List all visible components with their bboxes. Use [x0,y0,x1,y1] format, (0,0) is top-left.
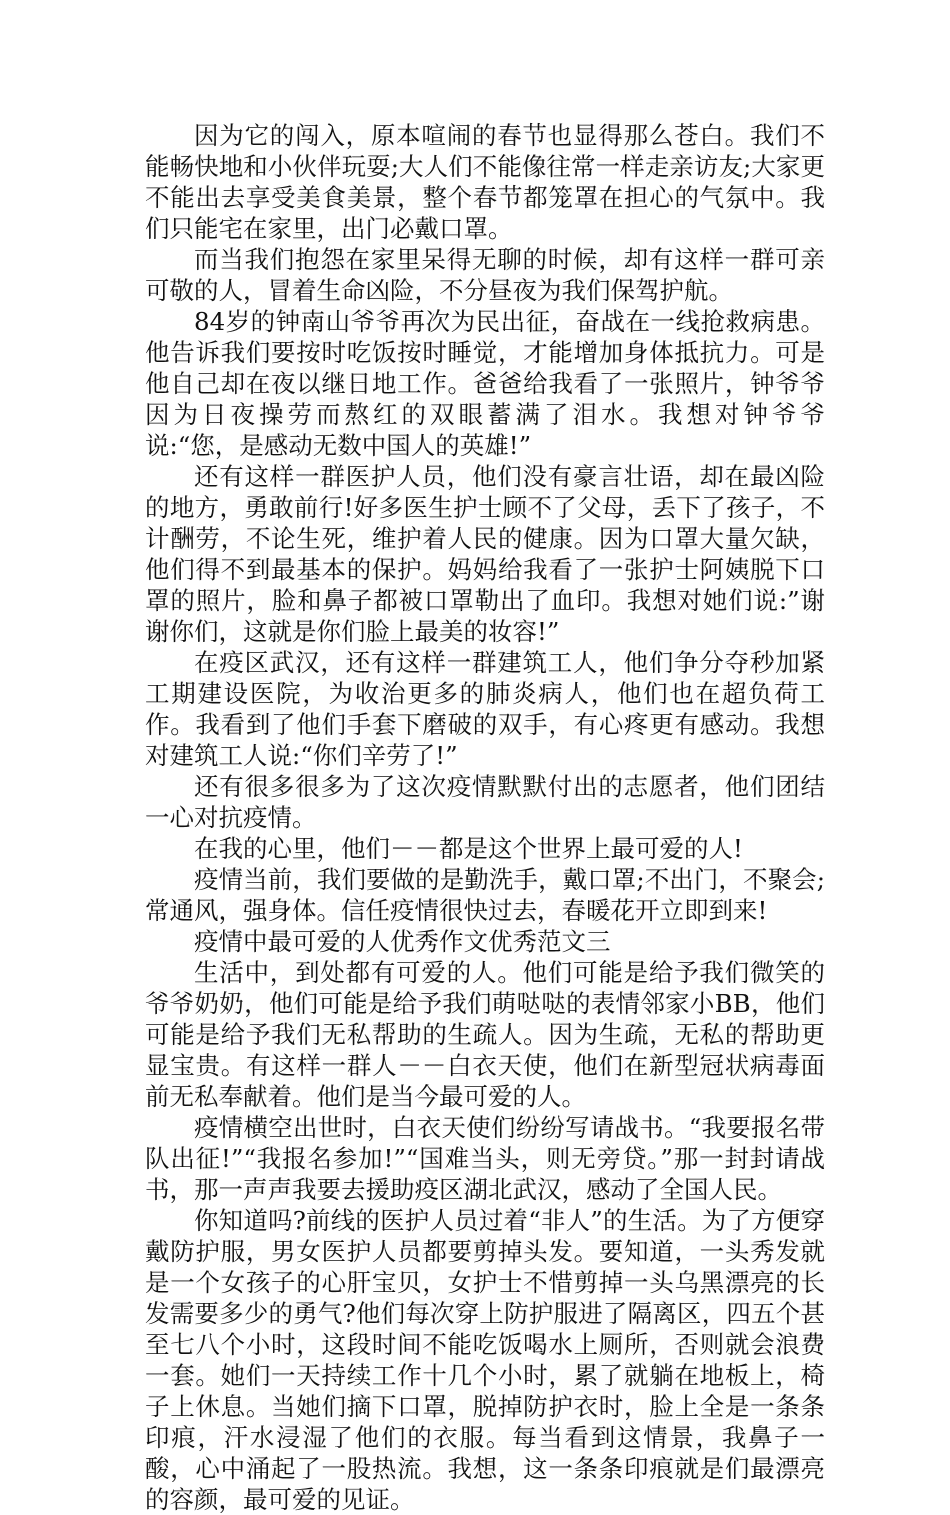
paragraph-11: 你知道吗?前线的医护人员过着“非人”的生活。为了方便穿戴防护服，男女医护人员都要剪掉头发。要知道，一头秀发就是一个女孩子的心肝宝贝，女护士不惜剪掉一头乌黑漂亮的长发需要多少的勇气?他们每次穿上防护服进了隔离区，四五个甚至七八个小时，这段时间不能吃饭喝水上厕所，否则就会浪费一套。她们一天持续工作十几个小时，累了就躺在地板上，椅子上休息。当她们摘下口罩，脱掉防护衣时，脸上全是一条条印痕，汗水浸湿了他们的衣服。每当看到这情景，我鼻子一酸，心中涌起了一股热流。我想，这一条条印痕就是们最漂亮的容颜，最可爱的见证。 [145,1206,825,1514]
paragraph-3: 84岁的钟南山爷爷再次为民出征，奋战在一线抢救病患。他告诉我们要按时吃饭按时睡觉，才能增加身体抵抗力。可是他自己却在夜以继日地工作。爸爸给我看了一张照片，钟爷爷因为日夜操劳而熬红的双眼蓄满了泪水。我想对钟爷爷说:“您，是感动无数中国人的英雄!” [145,307,825,460]
paragraph-6: 还有很多很多为了这次疫情默默付出的志愿者，他们团结一心对抗疫情。 [145,772,825,832]
paragraph-4: 还有这样一群医护人员，他们没有豪言壮语，却在最凶险的地方，勇敢前行!好多医生护士顾不了父母，丢下了孩子，不计酬劳，不论生死，维护着人民的健康。因为口罩大量欠缺，他们得不到最基本的保护。妈妈给我看了一张护士阿姨脱下口罩的照片，脸和鼻子都被口罩勒出了血印。我想对她们说:”谢谢你们，这就是你们脸上最美的妆容!” [145,462,825,646]
paragraph-8: 疫情当前，我们要做的是勤洗手，戴口罩;不出门，不聚会;常通风，强身体。信任疫情很快过去，春暖花开立即到来! [145,865,825,925]
paragraph-7: 在我的心里，他们－－都是这个世界上最可爱的人! [194,834,743,863]
paragraph-2: 而当我们抱怨在家里呆得无聊的时候，却有这样一群可亲可敬的人，冒着生命凶险，不分昼夜为我们保驾护航。 [145,245,825,305]
paragraph-10: 疫情横空出世时，白衣天使们纷纷写请战书。“我要报名带队出征!”“我报名参加!”“国难当头，则无旁贷。”那一封封请战书，那一声声我要去援助疫区湖北武汉，感动了全国人民。 [145,1113,825,1204]
paragraph-5: 在疫区武汉，还有这样一群建筑工人，他们争分夺秒加紧工期建设医院，为收治更多的肺炎病人，他们也在超负荷工作。我看到了他们手套下磨破的双手，有心疼更有感动。我想对建筑工人说:“你们辛劳了!” [145,648,825,770]
document-page [145,120,825,1515]
paragraph-1: 因为它的闯入，原本喧闹的春节也显得那么苍白。我们不能畅快地和小伙伴玩耍;大人们不能像往常一样走亲访友;大家更不能出去享受美食美景，整个春节都笼罩在担心的气氛中。我们只能宅在家里，出门必戴口罩。 [145,121,825,243]
section-heading: 疫情中最可爱的人优秀作文优秀范文三 [194,927,611,956]
paragraph-9: 生活中，到处都有可爱的人。他们可能是给予我们微笑的爷爷奶奶，他们可能是给予我们萌哒哒的表情邻家小BB，他们可能是给予我们无私帮助的生疏人。因为生疏，无私的帮助更显宝贵。有这样一群人－－白衣天使，他们在新型冠状病毒面前无私奉献着。他们是当今最可爱的人。 [145,958,825,1111]
